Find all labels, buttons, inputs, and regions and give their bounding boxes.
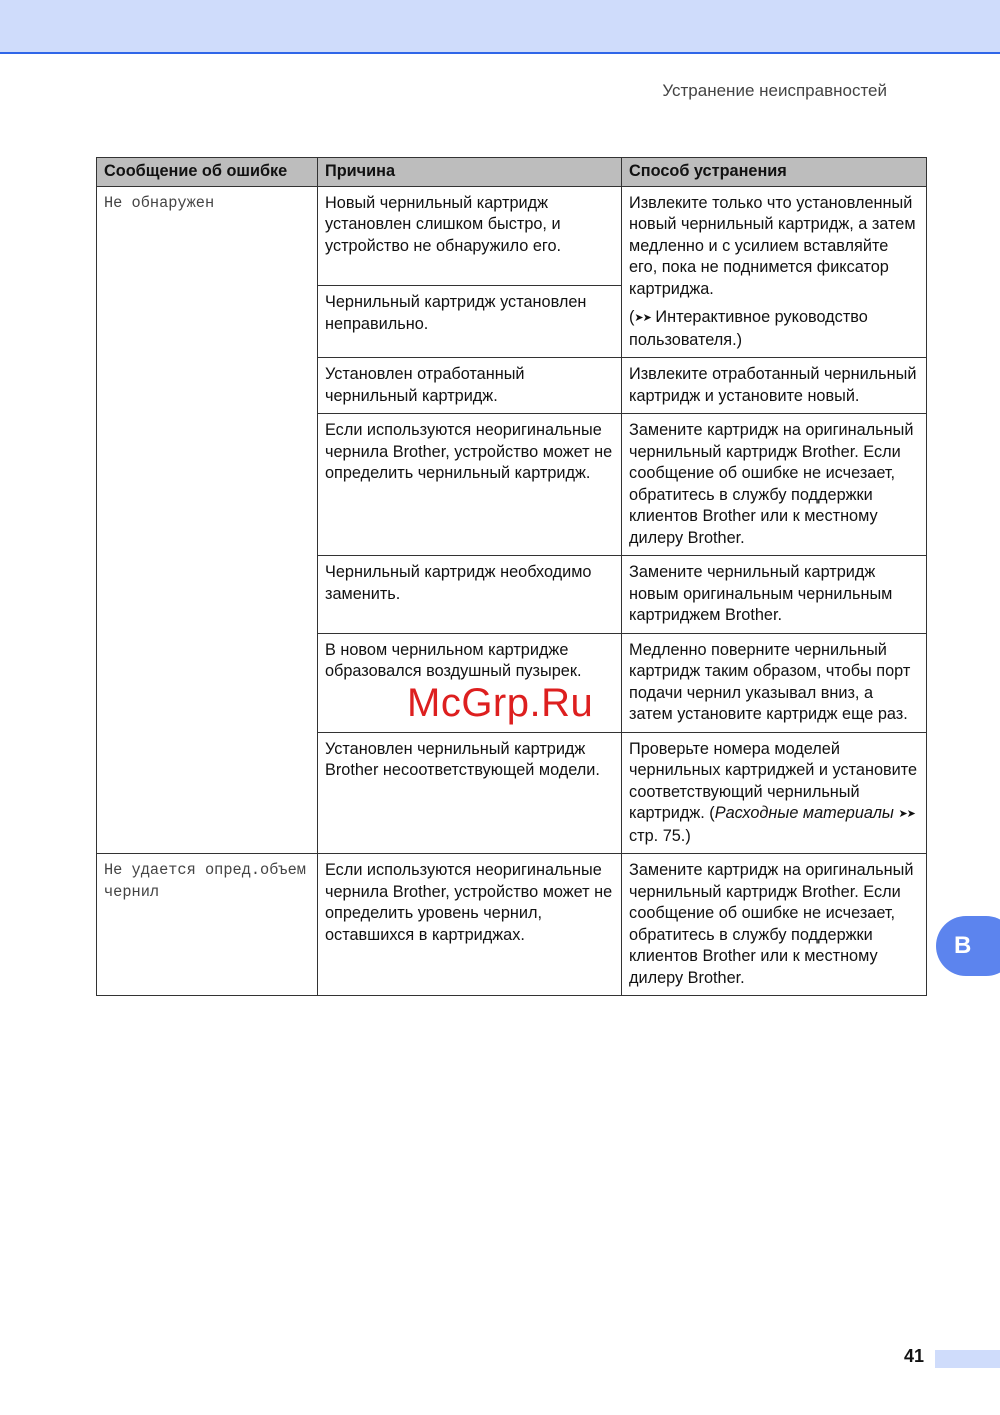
running-header: Устранение неисправностей xyxy=(662,81,887,100)
column-header-cause: Причина xyxy=(318,158,622,187)
table-row xyxy=(97,854,927,996)
error-message-cell: Не удается опред.объем чернил xyxy=(97,854,318,996)
page-number: 41 xyxy=(903,1346,924,1366)
cause-cell: Чернильный картридж необходимо заменить. xyxy=(318,556,622,634)
supplies-link[interactable]: Расходные материалы xyxy=(714,804,894,822)
error-message-table xyxy=(96,157,927,996)
solution-cell: Замените картридж на оригинальный чернильный картридж Brother. Если сообщение об ошибке не исчезает, обратитесь в службу поддержки клиентов Brother или к местному дилеру Brother. xyxy=(622,854,927,996)
double-arrow-icon: ➤➤ xyxy=(634,312,651,324)
cause-cell: Установлен отработанный чернильный картридж. xyxy=(318,358,622,414)
table-row xyxy=(97,186,927,286)
double-arrow-icon: ➤➤ xyxy=(898,808,915,820)
solution-cell: Замените чернильный картридж новым оригинальным чернильным картриджем Brother. xyxy=(622,556,927,634)
cause-cell: В новом чернильном картридже образовался воздушный пузырек. xyxy=(318,633,622,732)
error-message-cell: Не обнаружен xyxy=(97,186,318,854)
top-color-band xyxy=(0,0,1000,54)
table-header-row xyxy=(97,158,927,187)
cause-cell: Установлен чернильный картридж Brother несоответствующей модели. xyxy=(318,732,622,854)
column-header-solution: Способ устранения xyxy=(622,158,927,187)
footer-color-band xyxy=(935,1350,1000,1368)
solution-cell xyxy=(622,186,927,358)
watermark: McGrp.Ru xyxy=(407,681,594,725)
column-header-message: Сообщение об ошибке xyxy=(97,158,318,187)
cause-cell: Если используются неоригинальные чернила Brother, устройство может не определить уровень чернил, оставшихся в картриджах. xyxy=(318,854,622,996)
appendix-tab: B xyxy=(936,916,1000,976)
solution-text: Извлеките только что установленный новый чернильный картридж, а затем медленно и с усилием вставляйте его, пока не поднимется фиксатор картриджа. xyxy=(629,193,916,298)
solution-cell: Медленно поверните чернильный картридж таким образом, чтобы порт подачи чернил указывал вниз, а затем установите картридж еще раз. xyxy=(622,633,927,732)
cause-cell: Новый чернильный картридж установлен слишком быстро, и устройство не обнаружило его. xyxy=(318,186,622,286)
solution-cell: Замените картридж на оригинальный чернильный картридж Brother. Если сообщение об ошибке не исчезает, обратитесь в службу поддержки клиентов Brother или к местному дилеру Brother. xyxy=(622,414,927,556)
solution-cell: Проверьте номера моделей чернильных картриджей и установите соответствующий чернильный картридж. (Расходные материалы ➤➤ стр. 75.) xyxy=(622,732,927,854)
solution-reference: (➤➤ Интерактивное руководство пользователя.) xyxy=(629,308,868,349)
solution-cell: Извлеките отработанный чернильный картридж и установите новый. xyxy=(622,358,927,414)
cause-cell: Чернильный картридж установлен неправильно. xyxy=(318,286,622,358)
cause-cell: Если используются неоригинальные чернила Brother, устройство может не определить чернильный картридж. xyxy=(318,414,622,556)
